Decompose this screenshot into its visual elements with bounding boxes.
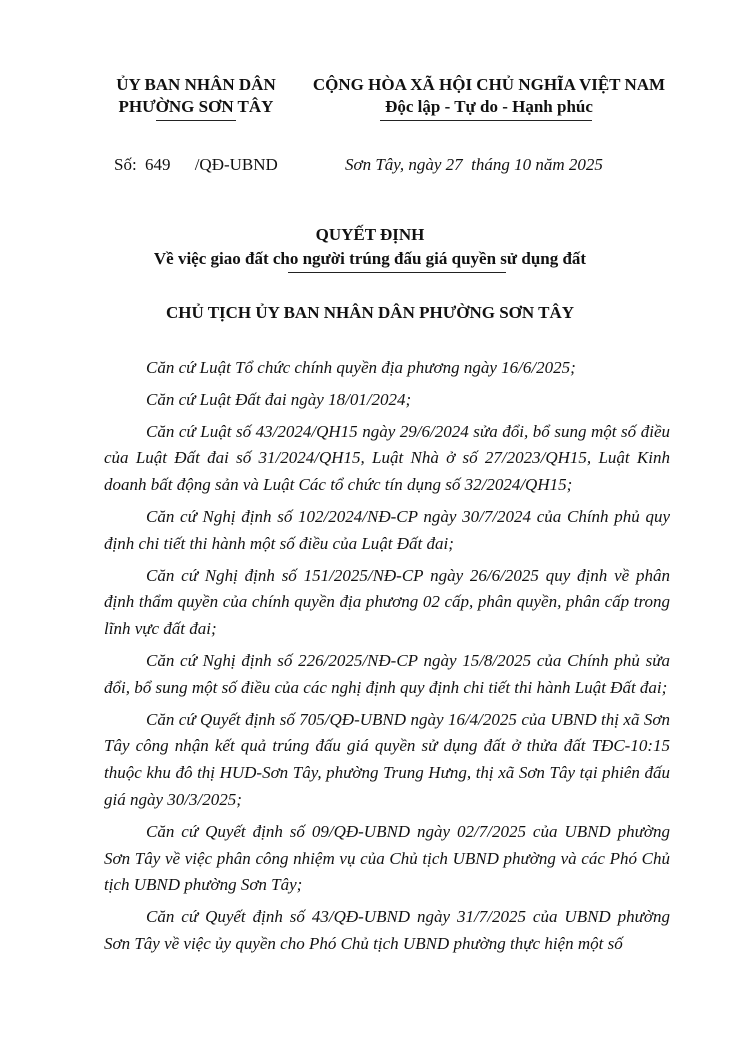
paragraph: Căn cứ Nghị định số 226/2025/NĐ-CP ngày 15/8/2025 của Chính phủ sửa đổi, bổ sung một số điều của các nghị định quy định chi tiết thi hành Luật Đất đai; bbox=[104, 650, 670, 697]
paragraph: Căn cứ Nghị định số 151/2025/NĐ-CP ngày 26/6/2025 quy định về phân định thẩm quyền của chính quyền địa phương 02 cấp, phân quyền, phân cấp trong lĩnh vực đất đai; bbox=[104, 565, 670, 639]
country-name: CỘNG HÒA XÃ HỘI CHỦ NGHĨA VIỆT NAM bbox=[312, 75, 666, 94]
number-value: 649 bbox=[144, 155, 171, 174]
place-and-date: Sơn Tây, ngày 27 tháng 10 năm 2025 bbox=[345, 155, 603, 174]
motto-underline bbox=[380, 120, 592, 121]
paragraph: Căn cứ Quyết định số 09/QĐ-UBND ngày 02/7/2025 của UBND phường Sơn Tây về việc phân công nhiệm vụ của Chủ tịch UBND phường và các Phó Chủ tịch UBND phường Sơn Tây; bbox=[104, 821, 670, 895]
agency-line-2: PHƯỜNG SƠN TÂY bbox=[118, 97, 274, 116]
agency-underline bbox=[156, 120, 236, 121]
paragraph: Căn cứ Luật Đất đai ngày 18/01/2024; bbox=[146, 389, 412, 409]
paragraph: Căn cứ Luật Tổ chức chính quyền địa phương ngày 16/6/2025; bbox=[146, 358, 576, 377]
agency-line-1: ỦY BAN NHÂN DÂN bbox=[116, 75, 276, 94]
paragraph: Căn cứ Luật số 43/2024/QH15 ngày 29/6/2024 sửa đổi, bổ sung một số điều của Luật Đất đai số 31/2024/QH15, Luật Nhà ở số 27/2023/QH15, Luật Kinh doanh bất động sản và Luật Các tổ chức tín dụng số 32/2024/QH15; bbox=[104, 421, 670, 495]
subtitle-underline bbox=[288, 272, 506, 273]
number-prefix: Số: bbox=[114, 155, 137, 174]
paragraph: Căn cứ Quyết định số 705/QĐ-UBND ngày 16/4/2025 của UBND thị xã Sơn Tây công nhận kết quả trúng đấu giá quyền sử dụng đất ở thửa đất TĐC-10:15 thuộc khu đô thị HUD-Sơn Tây, phường Trung Hưng, thị xã Sơn Tây tại phiên đấu giá ngày 30/3/2025; bbox=[104, 709, 670, 809]
issuing-authority: CHỦ TỊCH ỦY BAN NHÂN DÂN PHƯỜNG SƠN TÂY bbox=[165, 303, 575, 322]
issuing-agency bbox=[108, 74, 284, 118]
paragraph: Căn cứ Nghị định số 102/2024/NĐ-CP ngày 30/7/2024 của Chính phủ quy định chi tiết thi hành một số điều của Luật Đất đai; bbox=[104, 506, 670, 553]
document-number bbox=[114, 154, 278, 176]
paragraph: Căn cứ Quyết định số 43/QĐ-UBND ngày 31/7/2025 của UBND phường Sơn Tây về việc ủy quyền cho Phó Chủ tịch UBND phường thực hiện một số bbox=[104, 907, 670, 953]
national-motto bbox=[300, 74, 678, 118]
number-suffix: /QĐ-UBND bbox=[194, 155, 278, 174]
legal-basis bbox=[104, 355, 670, 963]
document-subtitle: Về việc giao đất cho người trúng đấu giá quyền sử dụng đất bbox=[153, 249, 587, 268]
document-title: QUYẾT ĐỊNH bbox=[315, 225, 425, 244]
motto: Độc lập - Tự do - Hạnh phúc bbox=[385, 97, 593, 116]
